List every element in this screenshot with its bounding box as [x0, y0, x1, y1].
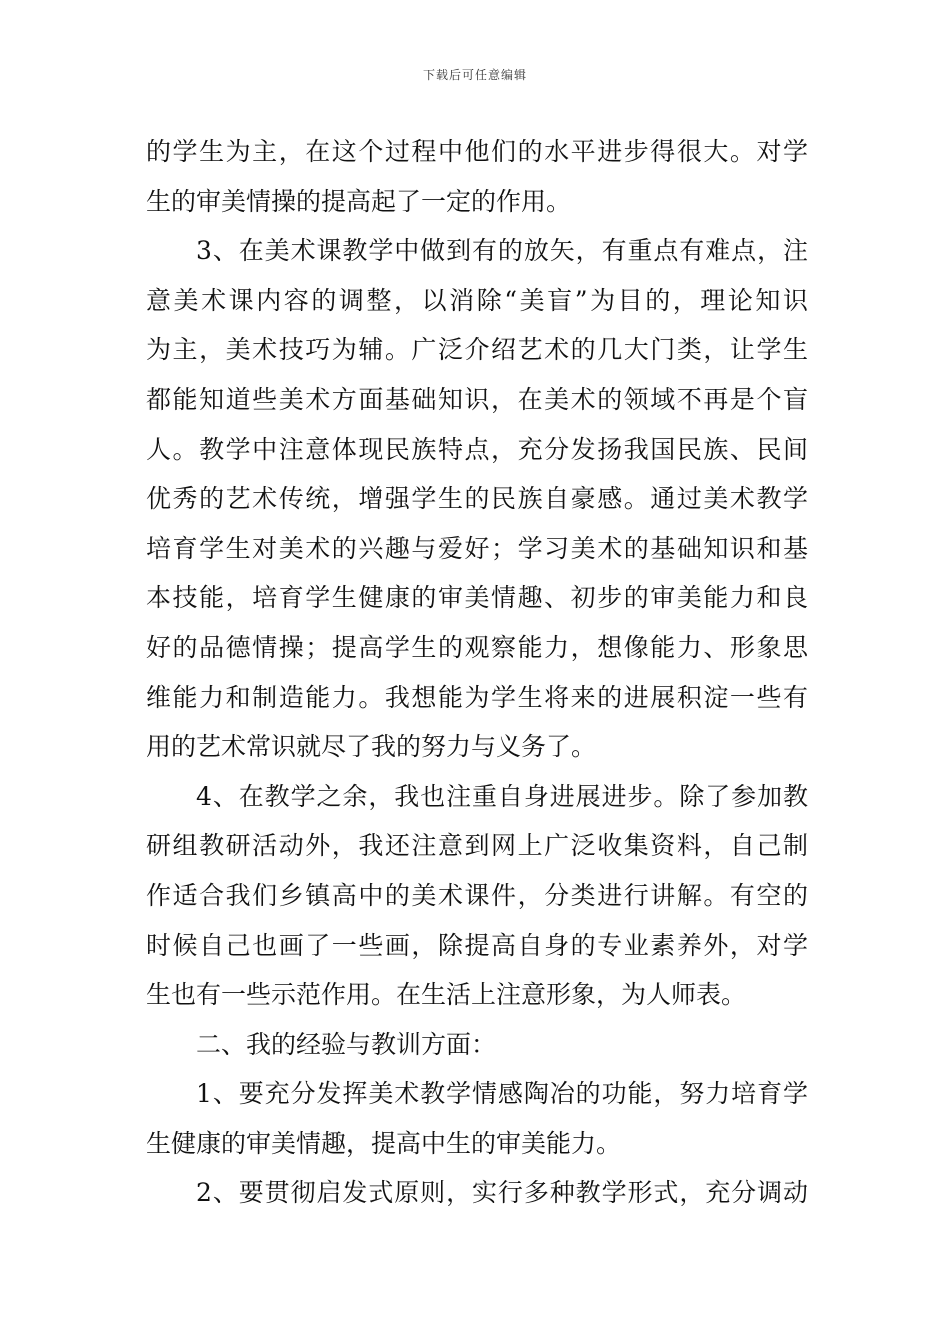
header-note: 下载后可任意编辑 — [422, 68, 527, 82]
text-line: 生也有一些示范作用。在生活上注意形象，为人师表。 — [146, 980, 747, 1010]
text-line: 1、要充分发挥美术教学情感陶冶的功能，努力培育学 — [196, 1079, 808, 1109]
text-line: 4、在教学之余，我也注重自身进展进步。除了参加教 — [196, 781, 808, 811]
text-line: 生健康的审美情趣，提高中生的审美能力。 — [146, 1128, 622, 1158]
text-line: 作适合我们乡镇高中的美术课件，分类进行讲解。有空的 — [146, 880, 808, 910]
text-line: 优秀的艺术传统，增强学生的民族自豪感。通过美术教学 — [146, 484, 808, 514]
text-line: 意美术课内容的调整，以消除“美盲”为目的，理论知识 — [146, 285, 808, 315]
text-line: 2、要贯彻启发式原则，实行多种教学形式，充分调动 — [196, 1178, 808, 1208]
text-line: 用的艺术常识就尽了我的努力与义务了。 — [146, 732, 597, 762]
text-line: 维能力和制造能力。我想能为学生将来的进展积淀一些有 — [146, 682, 808, 712]
text-line: 人。教学中注意体现民族特点，充分发扬我国民族、民间 — [146, 434, 808, 464]
text-line: 二、我的经验与教训方面： — [196, 1029, 497, 1059]
text-line: 时候自己也画了一些画，除提高自身的专业素养外，对学 — [146, 930, 808, 960]
text-line: 本技能，培育学生健康的审美情趣、初步的审美能力和良 — [146, 583, 808, 613]
body-text — [146, 127, 808, 1218]
text-line: 生的审美情操的提高起了一定的作用。 — [146, 186, 572, 216]
text-line: 培育学生对美术的兴趣与爱好；学习美术的基础知识和基 — [146, 533, 808, 563]
text-line: 都能知道些美术方面基础知识，在美术的领域不再是个盲 — [146, 384, 808, 414]
text-line: 好的品德情操；提高学生的观察能力，想像能力、形象思 — [146, 632, 808, 662]
text-line: 为主，美术技巧为辅。广泛介绍艺术的几大门类，让学生 — [146, 335, 808, 365]
text-line: 的学生为主，在这个过程中他们的水平进步得很大。对学 — [146, 137, 808, 166]
text-line: 3、在美术课教学中做到有的放矢，有重点有难点，注 — [196, 236, 808, 266]
text-line: 研组教研活动外，我还注意到网上广泛收集资料，自己制 — [146, 831, 808, 861]
